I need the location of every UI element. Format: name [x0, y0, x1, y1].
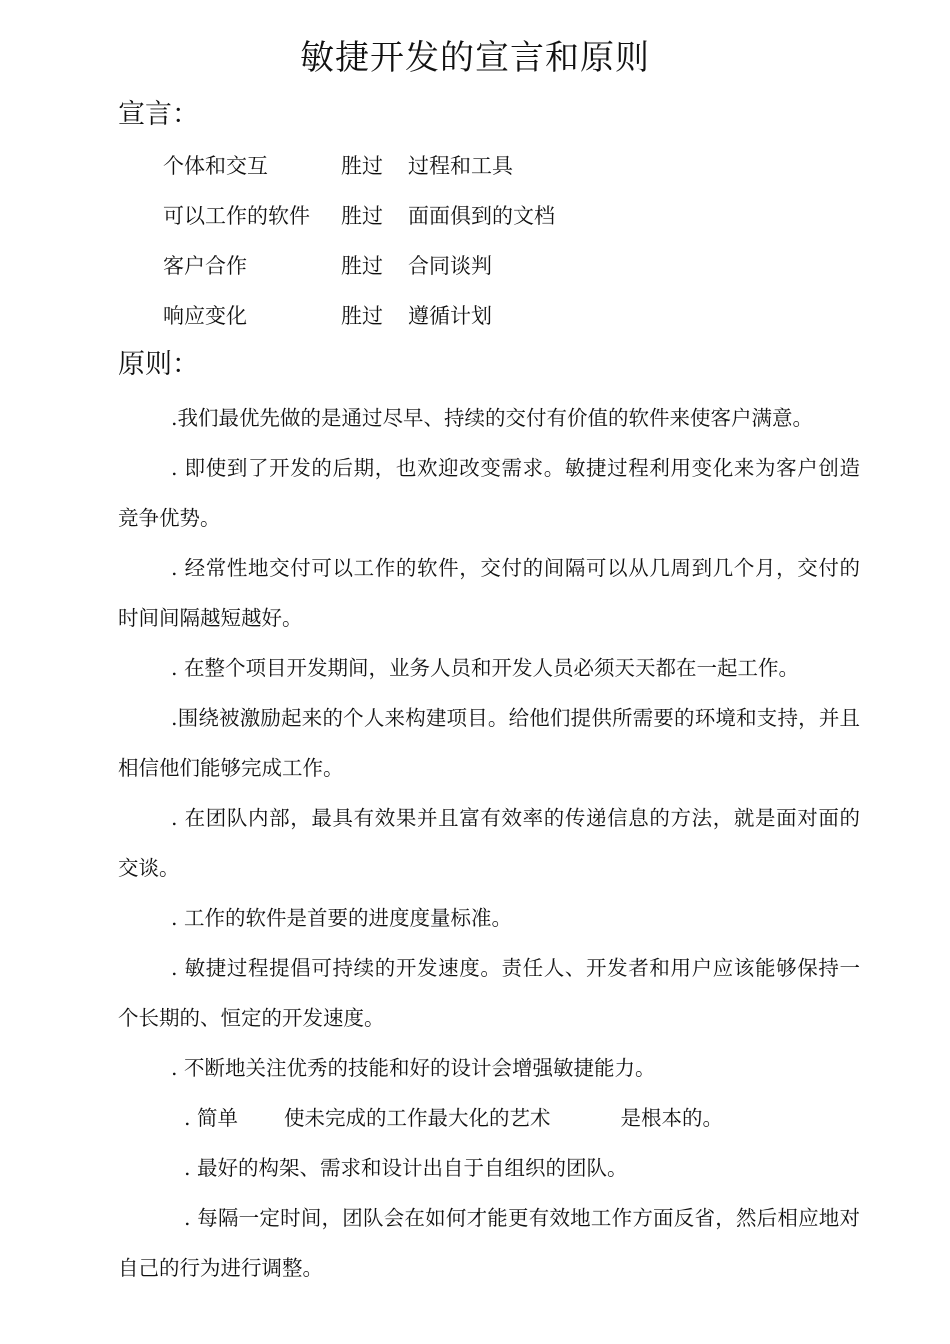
principle-item: . 敏捷过程提倡可持续的开发速度。责任人、开发者和用户应该能够保持一个长期的、恒定的开发速度。	[118, 956, 860, 1030]
manifesto-list	[163, 148, 555, 348]
principle-item: .我们最优先做的是通过尽早、持续的交付有价值的软件来使客户满意。	[171, 406, 814, 430]
principle-item: . 经常性地交付可以工作的软件，交付的间隔可以从几周到几个月，交付的时间间隔越短越好。	[118, 556, 860, 630]
manifesto-over: 胜过	[341, 304, 383, 328]
simplicity-part-1: . 简单	[184, 1106, 239, 1130]
manifesto-row	[163, 298, 555, 348]
principle-item: . 在整个项目开发期间，业务人员和开发人员必须天天都在一起工作。	[171, 656, 800, 680]
manifesto-over: 胜过	[341, 204, 383, 228]
page-title: 敏捷开发的宣言和原则	[300, 38, 650, 78]
principle-item: . 工作的软件是首要的进度度量标准。	[171, 906, 513, 930]
principle-item: . 每隔一定时间，团队会在如何才能更有效地工作方面反省，然后相应地对自己的行为进行调整。	[118, 1206, 860, 1280]
simplicity-part-3: 是根本的。	[620, 1106, 724, 1130]
principle-item: . 不断地关注优秀的技能和好的设计会增强敏捷能力。	[171, 1056, 656, 1080]
manifesto-row	[163, 148, 555, 198]
principles-list	[118, 393, 860, 1293]
manifesto-counterpart: 过程和工具	[408, 154, 513, 178]
manifesto-value: 可以工作的软件	[163, 204, 310, 228]
principles-heading: 原则：	[118, 349, 199, 380]
principle-item: . 即使到了开发的后期，也欢迎改变需求。敏捷过程利用变化来为客户创造竞争优势。	[118, 456, 860, 530]
manifesto-row	[163, 248, 555, 298]
manifesto-over: 胜过	[341, 154, 383, 178]
manifesto-counterpart: 面面俱到的文档	[408, 204, 555, 228]
manifesto-over: 胜过	[341, 254, 383, 278]
manifesto-counterpart: 合同谈判	[408, 254, 492, 278]
manifesto-value: 个体和交互	[163, 154, 268, 178]
manifesto-value: 响应变化	[163, 304, 247, 328]
principle-item: . 在团队内部，最具有效果并且富有效率的传递信息的方法，就是面对面的交谈。	[118, 806, 860, 880]
simplicity-part-2: 使未完成的工作最大化的艺术	[284, 1106, 551, 1130]
manifesto-row	[163, 198, 555, 248]
manifesto-value: 客户合作	[163, 254, 247, 278]
manifesto-heading: 宣言：	[118, 99, 199, 130]
principle-item-simplicity	[118, 1093, 860, 1143]
manifesto-counterpart: 遵循计划	[408, 304, 492, 328]
principle-item: . 最好的构架、需求和设计出自于自组织的团队。	[184, 1156, 628, 1180]
principle-item: .围绕被激励起来的个人来构建项目。给他们提供所需要的环境和支持，并且相信他们能够完成工作。	[118, 706, 860, 780]
